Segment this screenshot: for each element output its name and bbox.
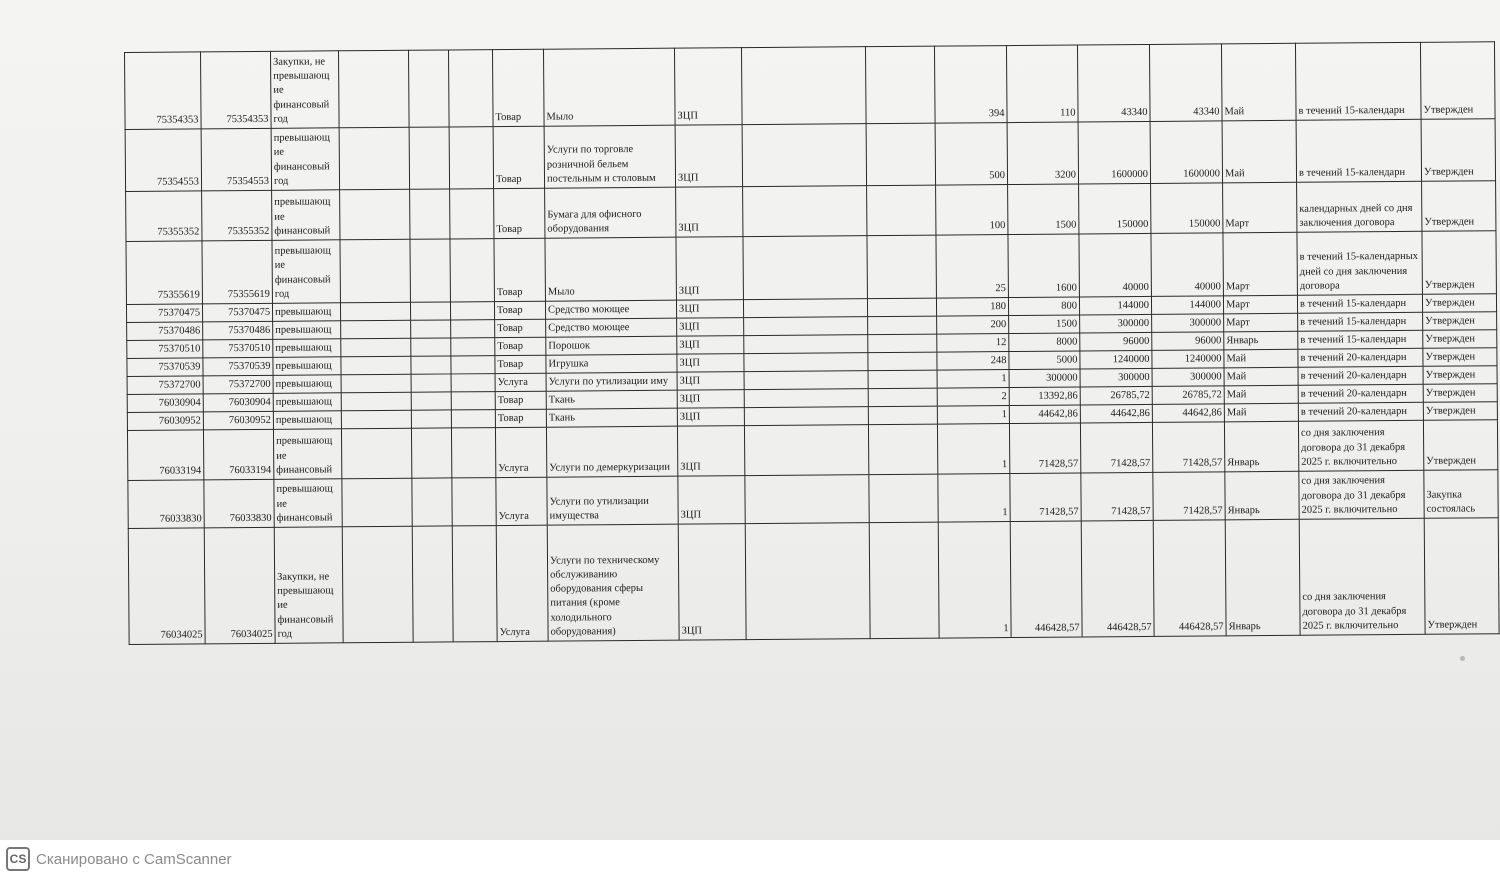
cell-type: Товар <box>495 319 546 337</box>
cell-blank <box>341 374 411 393</box>
cell-quantity: 12 <box>937 334 1009 353</box>
cell-type: Товар <box>495 337 546 355</box>
cell-method: ЗЦП <box>677 336 744 355</box>
cell-total: 1240000 <box>1152 350 1224 369</box>
cell-blank <box>340 189 410 240</box>
cell-blank <box>411 338 451 356</box>
cell-type: Товар <box>495 409 546 427</box>
cell-blank <box>341 320 411 339</box>
cell-method: ЗЦП <box>677 354 744 373</box>
cell-quantity: 500 <box>935 123 1007 186</box>
cell-blank <box>868 370 937 389</box>
paper-speck <box>1460 656 1465 661</box>
cell-category: превышающ ие финансовый <box>273 429 341 480</box>
cell-method: ЗЦП <box>674 48 742 126</box>
cell-month: Январь <box>1225 471 1299 520</box>
cell-name: Услуги по техническому обслуживанию оборудования сферы питания (кроме холодильного оборудования) <box>547 524 679 641</box>
cell-unit-price: 1600 <box>1008 234 1079 298</box>
cell-category: превышающ <box>272 303 340 322</box>
cell-quantity: 2 <box>937 388 1009 407</box>
cell-id: 76030952 <box>127 412 203 431</box>
cell-name: Мыло <box>543 48 675 126</box>
cell-category: превышающ <box>273 339 341 358</box>
cell-name: Услуги по демеркуризации <box>546 426 677 477</box>
cell-amount: 26785,72 <box>1080 386 1152 405</box>
cell-blank <box>451 356 495 374</box>
cell-blank <box>450 189 494 239</box>
cell-quantity: 1 <box>938 522 1011 639</box>
cell-type: Товар <box>495 355 546 373</box>
cell-unit-price: 300000 <box>1009 369 1080 388</box>
cell-blank <box>867 298 936 317</box>
cell-name: Мыло <box>545 237 676 301</box>
cell-blank <box>411 428 451 478</box>
cell-amount: 144000 <box>1079 296 1151 315</box>
cell-category: превышающ ие финансовый год <box>271 128 339 191</box>
cell-blank <box>745 523 870 640</box>
cell-unit-price: 1500 <box>1009 315 1080 334</box>
cell-quantity: 200 <box>937 316 1009 335</box>
cell-blank <box>450 302 494 320</box>
cell-amount: 71428,57 <box>1080 422 1152 473</box>
cell-category: превышающ <box>273 411 341 430</box>
cell-blank <box>410 189 450 239</box>
cell-type: Услуга <box>496 477 547 525</box>
cell-method: ЗЦП <box>677 390 744 409</box>
cell-blank <box>451 392 495 410</box>
cell-category: превышающ <box>273 321 341 340</box>
cell-id: 75355352 <box>126 191 202 242</box>
cell-unit-price: 71428,57 <box>1009 423 1080 474</box>
cell-type: Товар <box>493 126 544 188</box>
cell-code: 75370539 <box>203 357 273 376</box>
table-row <box>125 119 1495 192</box>
cell-amount: 300000 <box>1080 314 1152 333</box>
cell-blank <box>867 235 936 299</box>
cell-blank <box>411 392 451 410</box>
cell-total: 96000 <box>1152 332 1224 351</box>
cell-blank <box>412 478 452 526</box>
cell-name: Ткань <box>546 408 677 427</box>
cell-category: превышающ <box>273 393 341 412</box>
cell-month: Январь <box>1224 331 1298 350</box>
cell-code: 75355352 <box>202 190 272 241</box>
cell-amount: 1600000 <box>1078 121 1150 184</box>
cell-method: ЗЦП <box>677 426 744 477</box>
cell-amount: 150000 <box>1079 183 1151 234</box>
cell-amount: 43340 <box>1077 44 1150 122</box>
cell-blank <box>410 302 450 320</box>
cell-blank <box>341 338 411 357</box>
cell-name: Услуги по утилизации иму <box>546 372 677 391</box>
cell-code: 75370475 <box>202 303 272 322</box>
cell-month: Май <box>1224 367 1298 386</box>
cell-blank <box>744 389 868 408</box>
cell-blank <box>745 475 869 524</box>
cell-unit-price: 3200 <box>1007 122 1078 185</box>
cell-total: 26785,72 <box>1152 386 1224 405</box>
cell-blank <box>449 127 493 189</box>
cell-term: в течений 20-календарн <box>1298 348 1423 367</box>
cell-method: ЗЦП <box>677 408 744 427</box>
cell-unit-price: 1500 <box>1008 184 1079 235</box>
cell-blank <box>868 352 937 371</box>
cell-total: 43340 <box>1149 44 1222 122</box>
cell-blank <box>342 526 413 643</box>
cell-total: 40000 <box>1151 233 1223 297</box>
cell-quantity: 100 <box>936 185 1008 236</box>
cell-quantity: 1 <box>937 406 1009 425</box>
cell-blank <box>744 353 868 372</box>
cell-unit-price: 110 <box>1006 45 1078 123</box>
cell-blank <box>451 410 495 428</box>
cell-unit-price: 446428,57 <box>1010 521 1082 638</box>
cell-code: 76034025 <box>204 527 275 644</box>
camscanner-footer <box>0 840 1500 878</box>
cell-category: превышающ ие финансовый <box>274 479 342 528</box>
cell-term: со дня заключения договора до 31 декабря 2025 г. включительно <box>1299 518 1425 635</box>
cell-term: в течений 15-календарн <box>1295 42 1421 120</box>
cell-name: Средство моющее <box>546 318 677 337</box>
cell-id: 75355619 <box>126 241 202 305</box>
cell-method: ЗЦП <box>676 300 743 319</box>
table-row <box>125 42 1496 130</box>
cell-code: 76030952 <box>203 411 273 430</box>
cell-blank <box>411 320 451 338</box>
cell-status: Утвержден <box>1423 420 1497 471</box>
cell-status: Утвержден <box>1423 312 1497 331</box>
cell-term: в течений 20-календарн <box>1298 366 1423 385</box>
cell-blank <box>341 428 411 479</box>
cell-method: ЗЦП <box>678 476 745 525</box>
cell-month: Март <box>1223 182 1297 233</box>
cell-blank <box>452 478 496 526</box>
cell-blank <box>341 392 411 411</box>
cell-name: Услуги по утилизации имущества <box>547 476 678 525</box>
cell-month: Май <box>1222 120 1296 183</box>
cell-id: 76030904 <box>127 394 203 413</box>
scanner-caption: Сканировано с CamScanner <box>36 850 232 868</box>
cell-blank <box>340 239 410 303</box>
cell-term: в течений 20-календарн <box>1298 384 1423 403</box>
cell-blank <box>868 388 937 407</box>
cell-type: Услуга <box>495 427 546 477</box>
cell-type: Товар <box>494 238 545 301</box>
cell-code: 75355619 <box>202 240 272 304</box>
cell-blank <box>411 374 451 392</box>
cell-status: Утвержден <box>1424 518 1499 635</box>
cell-total: 1600000 <box>1150 121 1222 184</box>
cell-blank <box>866 123 935 186</box>
cell-method: ЗЦП <box>677 318 744 337</box>
cell-quantity: 394 <box>934 46 1007 124</box>
cell-blank <box>742 124 866 187</box>
cell-id: 75354353 <box>125 52 202 130</box>
cell-quantity: 25 <box>936 235 1008 299</box>
table-row <box>126 231 1496 305</box>
cell-name: Услуги по торговле розничной бельем постельным и столовым <box>544 125 675 188</box>
cell-blank <box>339 127 409 190</box>
cell-blank <box>410 239 450 302</box>
cell-blank <box>448 50 493 127</box>
cell-blank <box>451 428 495 478</box>
cell-type: Товар <box>494 188 545 238</box>
cell-blank <box>451 338 495 356</box>
cell-month: Май <box>1224 403 1298 422</box>
cell-blank <box>411 356 451 374</box>
cell-code: 75372700 <box>203 375 273 394</box>
cell-month: Март <box>1223 232 1297 296</box>
cell-id: 75370475 <box>126 304 202 323</box>
cell-blank <box>411 410 451 428</box>
cell-amount: 96000 <box>1080 332 1152 351</box>
cell-total: 71428,57 <box>1153 472 1225 521</box>
cell-blank <box>867 185 936 236</box>
cell-blank <box>869 474 938 523</box>
cell-unit-price: 800 <box>1008 297 1079 316</box>
cell-blank <box>869 522 939 639</box>
cell-method: ЗЦП <box>678 524 746 641</box>
cell-month: Май <box>1224 385 1298 404</box>
cell-status: Утвержден <box>1423 330 1497 349</box>
cell-status: Утвержден <box>1423 366 1497 385</box>
cell-type: Услуга <box>496 525 548 641</box>
cell-month: Январь <box>1224 421 1298 472</box>
cell-blank <box>451 374 495 392</box>
cell-name: Порошок <box>546 336 677 355</box>
cell-unit-price: 5000 <box>1009 351 1080 370</box>
cell-category: Закупки, не превышающ ие финансовый год <box>274 527 343 644</box>
cell-month: Март <box>1223 295 1297 314</box>
cell-month: Май <box>1224 349 1298 368</box>
cell-blank <box>744 407 868 426</box>
cell-status: Утвержден <box>1423 384 1497 403</box>
cell-code: 75370486 <box>203 321 273 340</box>
cell-quantity: 248 <box>937 352 1009 371</box>
cell-quantity: 180 <box>936 298 1008 317</box>
cell-term: в течений 15-календарн <box>1297 294 1422 313</box>
cell-term: в течений 15-календарных дней со дня заключения договора <box>1297 231 1422 295</box>
cell-month: Март <box>1224 313 1298 332</box>
cell-term: со дня заключения договора до 31 декабря 2025 г. включительно <box>1298 420 1423 471</box>
cell-blank <box>452 526 497 642</box>
cell-amount: 446428,57 <box>1081 520 1154 637</box>
cell-total: 300000 <box>1152 368 1224 387</box>
cell-blank <box>341 356 411 375</box>
camscanner-logo-icon: CS <box>6 847 30 871</box>
cell-status: Утвержден <box>1421 119 1495 182</box>
cell-total: 71428,57 <box>1152 422 1224 473</box>
cell-blank <box>412 526 453 642</box>
cell-id: 75372700 <box>127 376 203 395</box>
cell-category: превышающ ие финансовый год <box>272 240 340 304</box>
cell-blank <box>868 406 937 425</box>
cell-blank <box>868 334 937 353</box>
cell-term: в течений 20-календарн <box>1298 402 1423 421</box>
cell-term: в течений 15-календарн <box>1298 312 1423 331</box>
cell-type: Товар <box>495 391 546 409</box>
cell-status: Утвержден <box>1422 181 1496 232</box>
cell-unit-price: 71428,57 <box>1010 473 1081 522</box>
cell-blank <box>744 425 868 476</box>
cell-code: 75354553 <box>201 128 271 191</box>
cell-unit-price: 8000 <box>1009 333 1080 352</box>
cell-total: 144000 <box>1151 296 1223 315</box>
cell-blank <box>342 478 412 527</box>
procurement-table <box>124 41 1500 645</box>
cell-quantity: 1 <box>938 474 1010 523</box>
cell-blank <box>743 299 867 318</box>
cell-term: в течений 15-календарн <box>1296 119 1421 182</box>
cell-name: Средство моющее <box>545 300 676 319</box>
cell-status: Утвержден <box>1420 42 1495 120</box>
cell-blank <box>744 335 868 354</box>
cell-method: ЗЦП <box>675 125 742 188</box>
cell-type: Товар <box>492 49 544 126</box>
cell-type: Товар <box>494 301 545 319</box>
cell-method: ЗЦП <box>676 237 743 301</box>
cell-total: 150000 <box>1151 183 1223 234</box>
cell-blank <box>868 424 937 475</box>
cell-quantity: 1 <box>937 370 1009 389</box>
cell-month: Январь <box>1225 519 1300 636</box>
cell-blank <box>743 186 867 237</box>
cell-blank <box>744 317 868 336</box>
cell-name: Игрушка <box>546 354 677 373</box>
cell-code: 76033194 <box>203 429 273 480</box>
cell-blank <box>338 50 409 128</box>
cell-blank <box>865 46 935 124</box>
cell-code: 75370510 <box>203 339 273 358</box>
cell-status: Утвержден <box>1422 294 1496 313</box>
cell-blank <box>743 236 867 300</box>
cell-blank <box>744 371 868 390</box>
cell-id: 75354553 <box>125 129 201 192</box>
cell-total: 446428,57 <box>1153 520 1226 637</box>
cell-code: 76033830 <box>204 479 274 528</box>
cell-id: 76033194 <box>127 430 203 481</box>
cell-status: Утвержден <box>1423 402 1497 421</box>
cell-amount: 44642,86 <box>1080 404 1152 423</box>
cell-status: Утвержден <box>1422 231 1496 295</box>
cell-term: календарных дней со дня заключения договора <box>1297 181 1422 232</box>
cell-id: 76034025 <box>128 528 205 645</box>
cell-amount: 1240000 <box>1080 350 1152 369</box>
cell-method: ЗЦП <box>677 372 744 391</box>
cell-name: Бумага для офисного оборудования <box>545 187 676 238</box>
table-row <box>128 518 1499 645</box>
cell-blank <box>341 410 411 429</box>
cell-blank <box>409 127 449 189</box>
cell-blank <box>340 302 410 321</box>
cell-category: превышающ ие финансовый <box>272 190 340 241</box>
cell-amount: 71428,57 <box>1081 472 1153 521</box>
cell-status: Закупка состоялась <box>1424 470 1498 519</box>
cell-term: в течений 15-календарн <box>1298 330 1423 349</box>
cell-type: Услуга <box>495 373 546 391</box>
cell-id: 75370510 <box>127 340 203 359</box>
cell-amount: 40000 <box>1079 233 1151 297</box>
cell-name: Ткань <box>546 390 677 409</box>
table-container <box>124 41 1500 645</box>
cell-category: превышающ <box>273 375 341 394</box>
cell-blank <box>451 320 495 338</box>
cell-total: 300000 <box>1152 314 1224 333</box>
cell-blank <box>450 239 494 302</box>
cell-quantity: 1 <box>937 424 1009 475</box>
cell-amount: 300000 <box>1080 368 1152 387</box>
cell-blank <box>741 47 866 125</box>
cell-code: 76030904 <box>203 393 273 412</box>
cell-id: 75370486 <box>127 322 203 341</box>
cell-id: 76033830 <box>128 480 204 529</box>
cell-method: ЗЦП <box>676 187 743 238</box>
cell-blank <box>868 316 937 335</box>
cell-term: со дня заключения договора до 31 декабря 2025 г. включительно <box>1299 470 1424 519</box>
cell-category: превышающ <box>273 357 341 376</box>
cell-status: Утвержден <box>1423 348 1497 367</box>
cell-unit-price: 44642,86 <box>1009 405 1080 424</box>
cell-category: Закупки, не превышающ ие финансовый год <box>270 51 339 129</box>
cell-month: Май <box>1221 43 1296 121</box>
cell-total: 44642,86 <box>1152 404 1224 423</box>
cell-blank <box>408 50 449 127</box>
cell-id: 75370539 <box>127 358 203 377</box>
cell-unit-price: 13392,86 <box>1009 387 1080 406</box>
cell-code: 75354353 <box>201 51 272 129</box>
